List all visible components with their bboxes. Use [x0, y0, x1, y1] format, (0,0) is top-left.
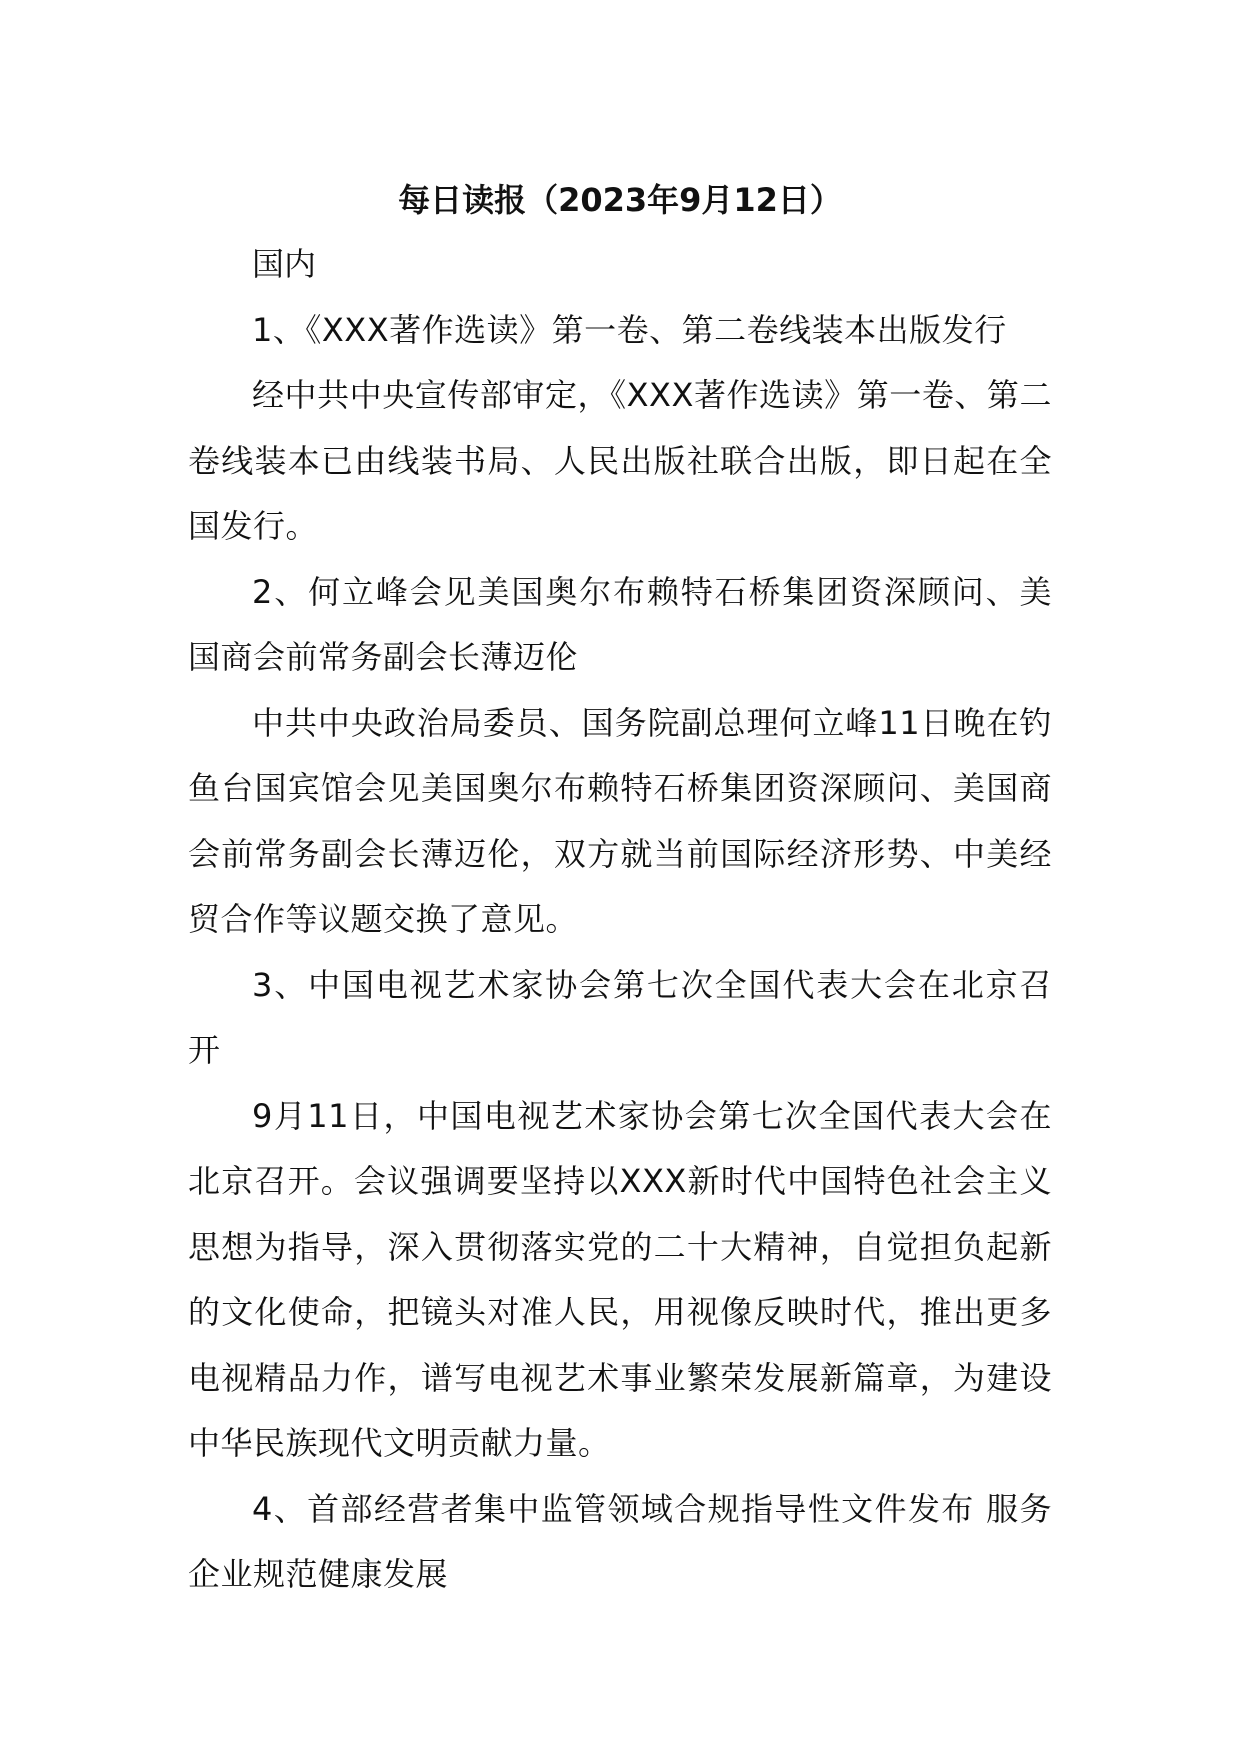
item-2-body: 中共中央政治局委员、国务院副总理何立峰11日晚在钓鱼台国宾馆会见美国奥尔布赖特石桥集团资深顾问、美国商会前常务副会长薄迈伦，双方就当前国际经济形势、中美经贸合作等议题交换了意见。: [188, 703, 1052, 938]
document-page: [188, 168, 1052, 1608]
document-title: 每日读报（2023年9月12日）: [398, 181, 842, 219]
item-3-body: 9月11日，中国电视艺术家协会第七次全国代表大会在北京召开。会议强调要坚持以XXX新时代中国特色社会主义思想为指导，深入贯彻落实党的二十大精神，自觉担负起新的文化使命，把镜头对准人民，用视像反映时代，推出更多电视精品力作，谱写电视艺术事业繁荣发展新篇章，为建设中华民族现代文明贡献力量。: [188, 1096, 1052, 1462]
item-1-body: 经中共中央宣传部审定，《XXX著作选读》第一卷、第二卷线装本已由线装书局、人民出版社联合出版，即日起在全国发行。: [188, 376, 1052, 545]
item-3-heading: 3、中国电视艺术家协会第七次全国代表大会在北京召开: [188, 965, 1052, 1069]
item-2-heading: 2、何立峰会见美国奥尔布赖特石桥集团资深顾问、美国商会前常务副会长薄迈伦: [188, 572, 1052, 676]
item-4-heading: 4、首部经营者集中监管领域合规指导性文件发布 服务企业规范健康发展: [188, 1489, 1052, 1593]
section-label: 国内: [252, 245, 317, 283]
item-1-heading: 1、《XXX著作选读》第一卷、第二卷线装本出版发行: [252, 310, 1007, 349]
